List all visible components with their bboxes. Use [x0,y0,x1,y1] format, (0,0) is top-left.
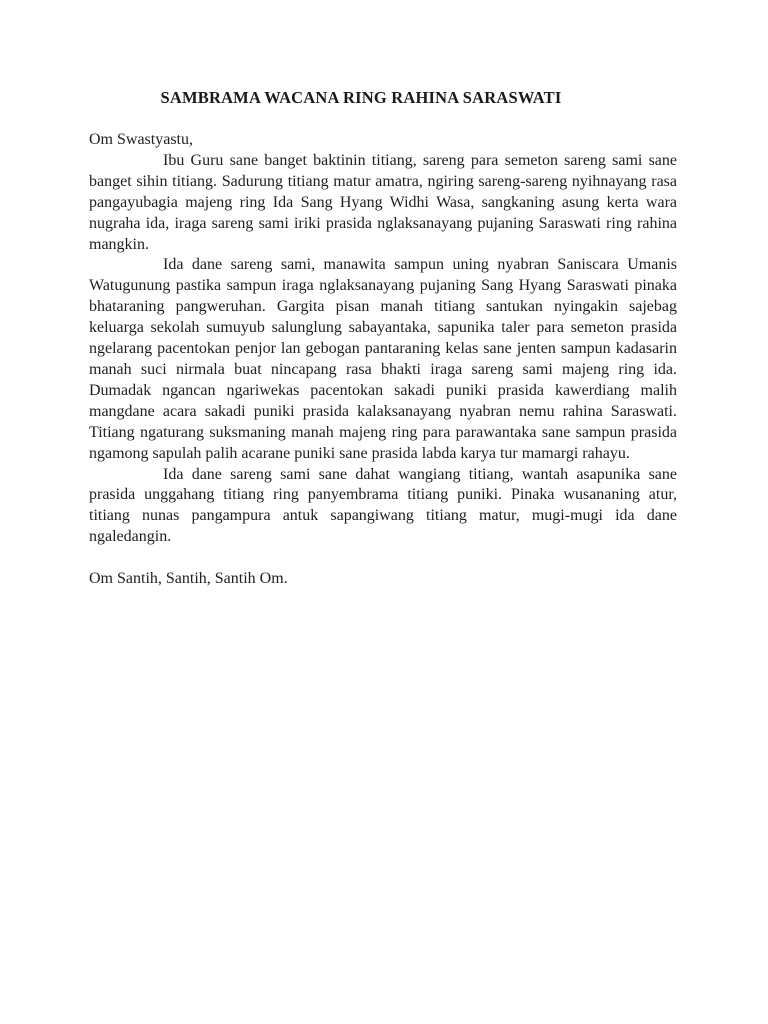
opening-salutation: Om Swastyastu, [89,131,193,148]
paragraph-3: Ida dane sareng sami sane dahat wangiang titiang, wantah asapunika sane prasida unggahang titiang ring panyembrama titiang puniki. Pinaka wusananing atur, titiang nunas pangampura antuk sapangiwang titiang matur, mugi-mugi ida dane ngaledangin. [89,465,677,546]
paragraph-1: Ibu Guru sane banget baktinin titiang, sareng para semeton sareng sami sane banget sihin titiang. Sadurung titiang matur amatra, ngiring sareng-sareng nyihnayang rasa pangayubagia majeng ring Ida Sang Hyang Widhi Wasa, sangkaning asung kerta wara nugraha ida, iraga sareng sami iriki prasida nglaksanayang pujaning Saraswati ring rahina mangkin. [89,151,677,253]
document-title: SAMBRAMA WACANA RING RAHINA SARASWATI [160,88,562,107]
document-body [89,130,677,590]
paragraph-2: Ida dane sareng sami, manawita sampun uning nyabran Saniscara Umanis Watugunung pastika sampun iraga nglaksanayang pujaning Sang Hyang Saraswati pinaka bhataraning pangweruhan. Gargita pisan manah titiang santukan nyingakin sajebag keluarga sekolah sumuyub salunglung sabayantaka, sapunika taler para semeton prasida ngelarang pacentokan penjor lan gebogan pantaraning kelas sane jenten sampun kadasarin manah suci nirmala buat nincapang rasa bhakti iraga sareng sami majeng ring ida. Dumadak ngancan ngariwekas pacentokan sakadi puniki prasida kawerdiang malih mangdane acara sakadi puniki prasida kalaksanayang nyabran nemu rahina Saraswati. Titiang ngaturang suksmaning manah majeng ring para parawantaka sane sampun prasida ngamong sapulah palih acarane puniki sane prasida labda karya tur mamargi rahayu. [89,256,677,462]
closing-salutation: Om Santih, Santih, Santih Om. [89,570,288,588]
